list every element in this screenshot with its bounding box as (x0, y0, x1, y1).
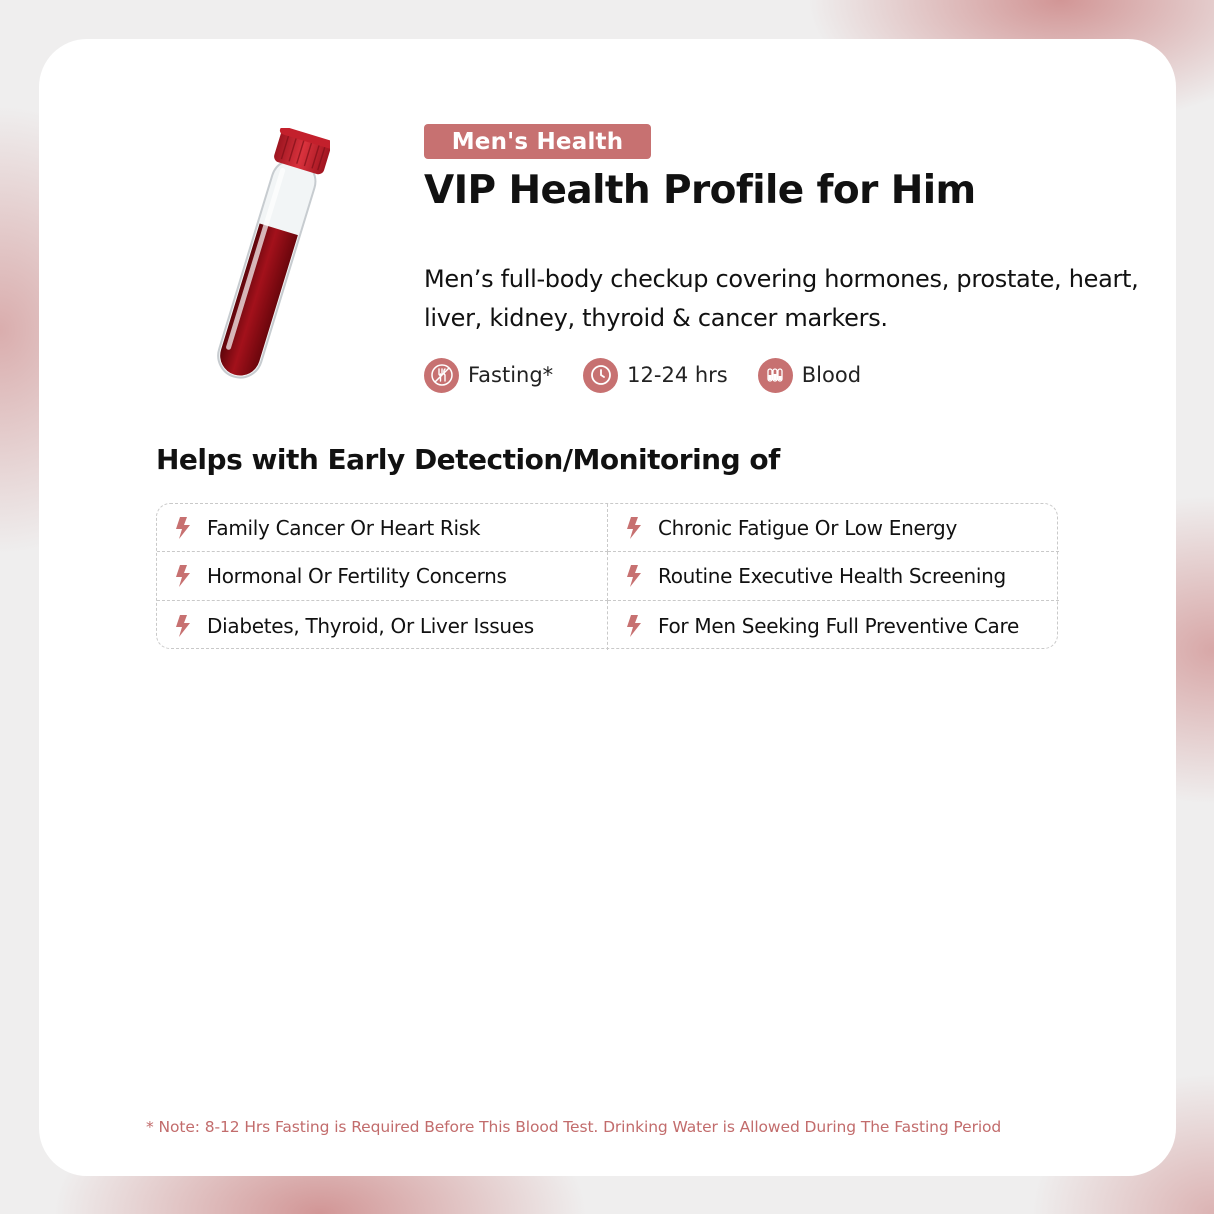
list-item (157, 504, 608, 552)
fasting-utensils-icon (424, 358, 459, 393)
detection-grid (156, 503, 1058, 649)
blood-sample-icon (758, 358, 793, 393)
list-item-label: Chronic Fatigue Or Low Energy (658, 515, 957, 540)
meta-sample-label: Blood (801, 363, 862, 387)
lightning-bolt-icon (625, 517, 643, 539)
lightning-bolt-icon (174, 517, 192, 539)
list-item (608, 601, 1059, 650)
list-item-label: Diabetes, Thyroid, Or Liver Issues (207, 613, 534, 638)
lightning-bolt-icon (625, 615, 643, 637)
meta-fasting-label: Fasting* (468, 363, 554, 387)
meta-sample (758, 358, 861, 393)
meta-turnaround-label: 12-24 hrs (627, 363, 728, 387)
meta-fasting (424, 358, 553, 393)
meta-turnaround (583, 358, 728, 393)
lightning-bolt-icon (625, 565, 643, 587)
list-item-label: Routine Executive Health Screening (658, 564, 1006, 588)
blood-test-tube-icon (200, 128, 330, 390)
lightning-bolt-icon (174, 615, 192, 637)
list-item (157, 601, 608, 650)
product-description: Men’s full-body checkup covering hormones, prostate, heart, liver, kidney, thyroid & cancer markers. (424, 265, 1139, 332)
list-item-label: Hormonal Or Fertility Concerns (207, 564, 507, 588)
test-meta-row (424, 357, 891, 393)
list-item-label: For Men Seeking Full Preventive Care (658, 613, 1019, 638)
list-item-label: Family Cancer Or Heart Risk (207, 515, 481, 540)
clock-icon (583, 358, 618, 393)
list-item (608, 552, 1059, 601)
detection-heading: Helps with Early Detection/Monitoring of (156, 443, 780, 476)
product-title: VIP Health Profile for Him (424, 168, 976, 213)
list-item (608, 504, 1059, 552)
fasting-footnote: * Note: 8-12 Hrs Fasting is Required Before This Blood Test. Drinking Water is Allowed During The Fasting Period (146, 1118, 1002, 1136)
lightning-bolt-icon (174, 565, 192, 587)
list-item (157, 552, 608, 601)
category-badge: Men's Health (424, 124, 651, 159)
